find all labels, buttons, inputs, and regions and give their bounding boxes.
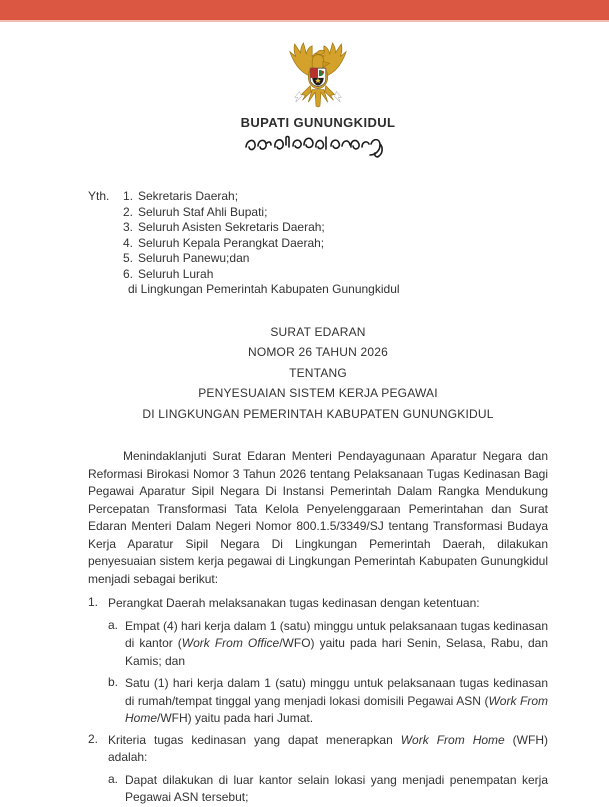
title-line-surat-edaran: SURAT EDARAN: [270, 324, 366, 339]
list-subitem-1b: [108, 675, 548, 728]
subitem-letter: a.: [108, 617, 119, 632]
item-number: 1.: [88, 595, 99, 609]
recipient-text: Sekretaris Daerah;: [138, 189, 239, 203]
title-line-scope: DI LINGKUNGAN PEMERINTAH KABUPATEN GUNUNGKIDUL: [142, 406, 494, 421]
provision-list: [88, 595, 548, 807]
recipient-scope-line: di Lingkungan Pemerintah Kabupaten Gunungkidul: [128, 282, 400, 296]
title-line-nomor: NOMOR 26 TAHUN 2026: [247, 345, 389, 359]
office-title: BUPATI GUNUNGKIDUL: [240, 115, 396, 130]
recipient-list: [123, 189, 400, 282]
document-title-block: [88, 322, 548, 425]
recipient-text: Seluruh Lurah: [138, 266, 214, 281]
subitem-letter: a.: [108, 771, 119, 786]
recipient-number: 1.: [123, 189, 134, 203]
recipient-number: 4.: [123, 235, 134, 250]
recipient-text: Seluruh Asisten Sekretaris Daerah;: [138, 220, 325, 234]
recipient-block: [88, 189, 548, 298]
recipient-number: 2.: [123, 204, 134, 219]
subitem-text: Dapat dilakukan di luar kantor selain lokasi yang menjadi penempatan kerja Pegawai ASN tersebut;: [125, 772, 548, 804]
list-item-1: [88, 595, 548, 728]
salutation: Yth.: [88, 189, 110, 203]
item-text: Kriteria tugas kedinasan yang dapat menerapkan Work From Home (WFH) adalah:: [108, 732, 548, 764]
recipient-item: [123, 189, 400, 205]
item-number: 2.: [88, 731, 99, 746]
recipient-text: Seluruh Staf Ahli Bupati;: [138, 204, 268, 219]
opening-paragraph: Menindaklanjuti Surat Edaran Menteri Pendayagunaan Aparatur Negara dan Reformasi Birokasi Nomor 3 Tahun 2026 tentang Pelaksanaan Tugas Kedinasan Bagi Pegawai Aparatur Sipil Negara Di Instansi Pemerintah Dalam Rangka Mendukung Percepatan Transformasi Tata Kelola Penyelenggaraan Pemerintahan dan Surat Edaran Menteri Dalam Negeri Nomor 800.1.5/3349/SJ tentang Transformasi Budaya Kerja Aparatur Sipil Negara Di Lingkungan Pemerintah Daerah, dilakukan penyesuaian sistem kerja pegawai di Lingkungan Pemerintah Kabupaten Gunungkidul menjadi sebagai berikut:: [88, 449, 548, 586]
document-page: [88, 41, 548, 807]
recipient-item: [123, 220, 400, 236]
subitem-text: Satu (1) hari kerja dalam 1 (satu) minggu untuk pelaksanaan tugas kedinasan di rumah/tempat tinggal yang menjadi lokasi domisili Pegawai ASN (Work From Home/WFH) yaitu pada hari Jumat.: [125, 676, 548, 725]
top-red-bar: [0, 0, 609, 22]
subitem-text: Empat (4) hari kerja dalam 1 (satu) minggu untuk pelaksanaan tugas kedinasan di kantor (Work From Office/WFO) yaitu pada hari Senin, Selasa, Rabu, dan Kamis; dan: [125, 618, 548, 668]
list-subitem-1a: [108, 618, 548, 671]
subitem-letter: b.: [108, 675, 119, 689]
title-line-subject: PENYESUAIAN SISTEM KERJA PEGAWAI: [198, 386, 438, 400]
letterhead: [88, 41, 548, 161]
javanese-script: [88, 131, 548, 161]
list-item-2: [88, 732, 548, 807]
item-text: Perangkat Daerah melaksanakan tugas kedinasan dengan ketentuan:: [108, 596, 480, 610]
title-line-tentang: TENTANG: [289, 365, 347, 380]
recipient-item: [123, 251, 400, 267]
recipient-item: [123, 205, 400, 221]
recipient-text: Seluruh Kepala Perangkat Daerah;: [138, 235, 325, 250]
recipient-number: 6.: [123, 266, 134, 281]
recipient-text: Seluruh Panewu;dan: [138, 251, 250, 265]
recipient-number: 3.: [123, 220, 134, 234]
recipient-number: 5.: [123, 251, 134, 265]
recipient-item: [123, 236, 400, 252]
garuda-emblem-icon: [88, 41, 548, 112]
list-subitem-2a: [108, 772, 548, 807]
recipient-item: [123, 267, 400, 283]
